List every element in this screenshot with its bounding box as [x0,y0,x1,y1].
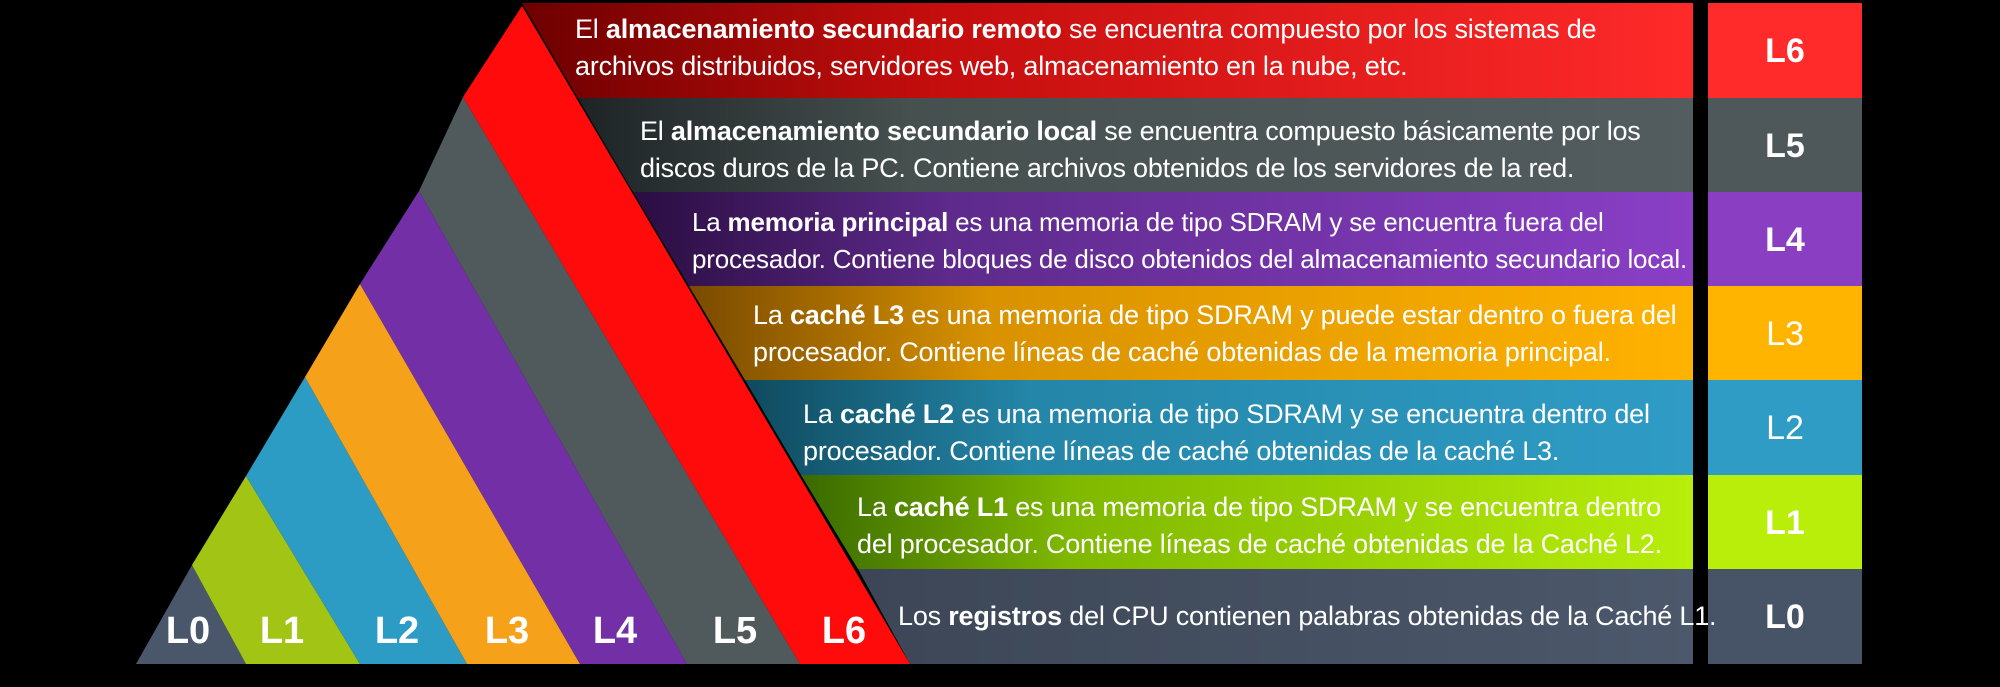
description-l3: La caché L3 es una memoria de tipo SDRAM y puede estar dentro o fuera del procesador. Contiene líneas de caché obtenidas de la memoria principal. [753,300,1677,367]
side-label-l6: L6 [1765,32,1805,70]
side-label-l2: L2 [1766,409,1804,447]
triangle-label-l4: L4 [592,610,638,652]
side-label-l1: L1 [1765,504,1805,542]
triangle-label-l2: L2 [374,610,420,652]
triangle-label-l0: L0 [165,610,211,652]
side-label-l3: L3 [1766,315,1804,353]
description-l6: El almacenamiento secundario remoto se encuentra compuesto por los sistemas de archivos distribuidos, servidores web, almacenamiento en la nube, etc. [575,14,1597,81]
description-l5: El almacenamiento secundario local se encuentra compuesto básicamente por los discos duros de la PC. Contiene archivos obtenidos de los servidores de la red. [640,116,1641,183]
description-l4: La memoria principal es una memoria de tipo SDRAM y se encuentra fuera del procesador. Contiene bloques de disco obtenidos del almacenamiento secundario local. [692,207,1687,274]
triangle-label-l1: L1 [259,610,305,652]
side-label-l0: L0 [1765,598,1805,636]
description-l0: Los registros del CPU contienen palabras obtenidas de la Caché L1. [898,601,1717,631]
triangle-label-l6: L6 [821,610,867,652]
description-l1: La caché L1 es una memoria de tipo SDRAM y se encuentra dentro del procesador. Contiene líneas de caché obtenidas de la Caché L2. [857,492,1662,559]
side-label-l4: L4 [1765,221,1805,259]
side-label-l5: L5 [1765,127,1805,165]
description-l2: La caché L2 es una memoria de tipo SDRAM y se encuentra dentro del procesador. Contiene líneas de caché obtenidas de la caché L3. [803,399,1650,466]
triangle-label-l5: L5 [712,610,758,652]
triangle-label-l3: L3 [484,610,530,652]
